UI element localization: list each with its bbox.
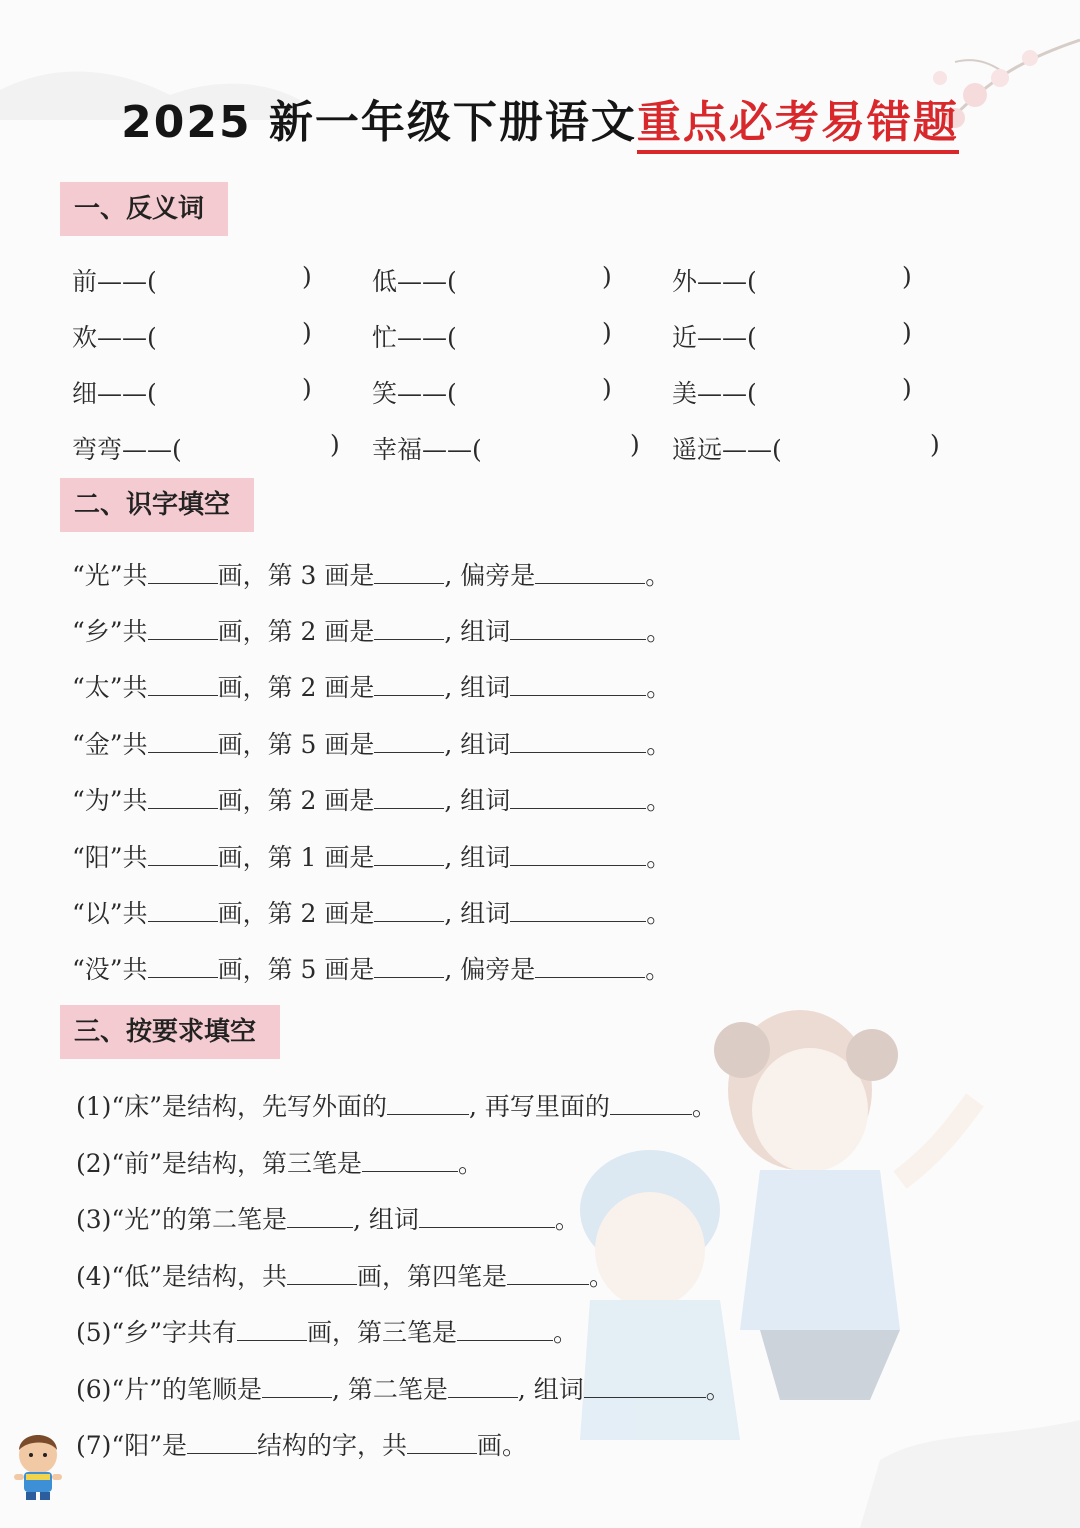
answer-blank[interactable] bbox=[387, 1092, 469, 1115]
boy-mascot-icon bbox=[14, 1435, 62, 1500]
answer-blank[interactable] bbox=[148, 955, 218, 978]
char-fill-line bbox=[72, 612, 671, 648]
question-text: , 组词 bbox=[517, 1375, 584, 1404]
answer-blank[interactable] bbox=[287, 1205, 353, 1228]
antonym-word: 近 bbox=[672, 323, 698, 352]
question-text: (1)“床”是结构，先写外面的 bbox=[76, 1092, 387, 1121]
question-line-6 bbox=[76, 1370, 731, 1406]
line-text: , 组词 bbox=[444, 843, 511, 872]
question-text: 结构的字，共 bbox=[256, 1431, 407, 1460]
char-prompt: “太”共 bbox=[72, 673, 148, 702]
antonym-dash: ——( bbox=[697, 379, 757, 408]
char-prompt: “光”共 bbox=[72, 561, 148, 590]
antonym-item bbox=[672, 262, 912, 298]
answer-blank[interactable] bbox=[374, 561, 444, 584]
antonym-dash: ——( bbox=[97, 267, 157, 296]
char-fill-line bbox=[72, 668, 671, 704]
antonym-blank-close[interactable]: ) bbox=[330, 430, 340, 459]
answer-blank[interactable] bbox=[448, 1375, 518, 1398]
line-end: 。 bbox=[646, 730, 672, 759]
question-end: 画。 bbox=[477, 1431, 528, 1460]
char-fill-line bbox=[72, 781, 671, 817]
question-line-2 bbox=[76, 1144, 483, 1180]
antonym-dash: ——( bbox=[697, 323, 757, 352]
line-end: 。 bbox=[646, 617, 672, 646]
antonym-item bbox=[72, 374, 312, 410]
line-text: , 组词 bbox=[444, 899, 511, 928]
antonym-blank-close[interactable]: ) bbox=[630, 430, 640, 459]
char-fill-line bbox=[72, 556, 670, 592]
line-text: 画，第 2 画是 bbox=[217, 673, 375, 702]
char-fill-line bbox=[72, 894, 671, 930]
answer-blank[interactable] bbox=[535, 561, 645, 584]
question-end: 。 bbox=[553, 1318, 579, 1347]
antonym-row bbox=[72, 318, 972, 358]
answer-blank[interactable] bbox=[584, 1375, 706, 1398]
answer-blank[interactable] bbox=[457, 1318, 553, 1341]
answer-blank[interactable] bbox=[148, 786, 218, 809]
question-end: 。 bbox=[589, 1262, 615, 1291]
antonym-dash: ——( bbox=[397, 323, 457, 352]
question-line-1 bbox=[76, 1087, 717, 1123]
answer-blank[interactable] bbox=[148, 673, 218, 696]
answer-blank[interactable] bbox=[374, 843, 444, 866]
antonym-word: 忙 bbox=[372, 323, 398, 352]
char-fill-line bbox=[72, 838, 671, 874]
antonym-word: 幸福 bbox=[372, 435, 423, 464]
answer-blank[interactable] bbox=[287, 1262, 357, 1285]
question-text: , 第二笔是 bbox=[331, 1375, 448, 1404]
antonym-dash: ——( bbox=[397, 267, 457, 296]
line-end: 。 bbox=[646, 843, 672, 872]
antonym-blank-close[interactable]: ) bbox=[902, 374, 912, 403]
char-prompt: “乡”共 bbox=[72, 617, 148, 646]
line-end: 。 bbox=[645, 955, 671, 984]
char-prompt: “没”共 bbox=[72, 955, 148, 984]
question-text: (6)“片”的笔顺是 bbox=[76, 1375, 262, 1404]
answer-blank[interactable] bbox=[510, 617, 646, 640]
answer-blank[interactable] bbox=[148, 617, 218, 640]
question-text: , 再写里面的 bbox=[468, 1092, 610, 1121]
answer-blank[interactable] bbox=[510, 730, 646, 753]
antonym-word: 外 bbox=[672, 267, 698, 296]
antonym-item bbox=[372, 318, 612, 354]
question-line-3 bbox=[76, 1200, 580, 1236]
answer-blank[interactable] bbox=[374, 786, 444, 809]
antonym-dash: ——( bbox=[97, 379, 157, 408]
antonym-item bbox=[372, 262, 612, 298]
antonym-blank-close[interactable]: ) bbox=[902, 262, 912, 291]
antonym-word: 弯弯 bbox=[72, 435, 123, 464]
antonym-row bbox=[72, 374, 972, 414]
antonym-item bbox=[672, 374, 912, 410]
line-end: 。 bbox=[645, 561, 671, 590]
line-text: 画，第 2 画是 bbox=[217, 617, 375, 646]
title-highlight: 重点必考易错题 bbox=[637, 97, 959, 154]
antonym-blank-close[interactable]: ) bbox=[302, 374, 312, 403]
antonym-dash: ——( bbox=[122, 435, 182, 464]
antonym-row bbox=[72, 262, 972, 302]
antonym-item bbox=[672, 430, 940, 466]
answer-blank[interactable] bbox=[510, 843, 646, 866]
answer-blank[interactable] bbox=[610, 1092, 692, 1115]
section-heading-requirements: 三、按要求填空 bbox=[60, 1005, 280, 1059]
question-text: (2)“前”是结构，第三笔是 bbox=[76, 1149, 362, 1178]
line-text: 画，第 3 画是 bbox=[217, 561, 375, 590]
antonym-item bbox=[72, 430, 340, 466]
question-text: , 组词 bbox=[352, 1205, 419, 1234]
question-end: 。 bbox=[691, 1092, 717, 1121]
antonym-word: 欢 bbox=[72, 323, 98, 352]
line-text: 画，第 2 画是 bbox=[217, 786, 375, 815]
question-end: 。 bbox=[705, 1375, 731, 1404]
question-end: 。 bbox=[554, 1205, 580, 1234]
antonym-dash: ——( bbox=[422, 435, 482, 464]
question-text: (3)“光”的第二笔是 bbox=[76, 1205, 287, 1234]
answer-blank[interactable] bbox=[148, 843, 218, 866]
line-text: 画，第 1 画是 bbox=[217, 843, 375, 872]
answer-blank[interactable] bbox=[510, 786, 646, 809]
question-text: 画，第三笔是 bbox=[306, 1318, 457, 1347]
answer-blank[interactable] bbox=[237, 1318, 307, 1341]
answer-blank[interactable] bbox=[510, 899, 646, 922]
question-text: (4)“低”是结构，共 bbox=[76, 1262, 287, 1291]
antonym-word: 前 bbox=[72, 267, 98, 296]
antonym-word: 笑 bbox=[372, 379, 398, 408]
answer-blank[interactable] bbox=[262, 1375, 332, 1398]
question-line-7 bbox=[76, 1426, 527, 1462]
answer-blank[interactable] bbox=[374, 955, 444, 978]
antonym-dash: ——( bbox=[97, 323, 157, 352]
antonym-item bbox=[72, 318, 312, 354]
char-fill-line bbox=[72, 950, 670, 986]
answer-blank[interactable] bbox=[535, 955, 645, 978]
antonym-dash: ——( bbox=[697, 267, 757, 296]
antonym-blank-close[interactable]: ) bbox=[302, 262, 312, 291]
char-prompt: “为”共 bbox=[72, 786, 148, 815]
antonym-blank-close[interactable]: ) bbox=[902, 318, 912, 347]
question-text: 画，第四笔是 bbox=[356, 1262, 507, 1291]
line-text: , 组词 bbox=[444, 673, 511, 702]
antonym-word: 遥远 bbox=[672, 435, 723, 464]
antonym-item bbox=[372, 374, 612, 410]
char-prompt: “阳”共 bbox=[72, 843, 148, 872]
answer-blank[interactable] bbox=[148, 561, 218, 584]
line-text: , 偏旁是 bbox=[444, 561, 536, 590]
line-end: 。 bbox=[646, 673, 672, 702]
antonym-word: 低 bbox=[372, 267, 398, 296]
answer-blank[interactable] bbox=[374, 899, 444, 922]
bottom-mountain-decoration bbox=[860, 1420, 1080, 1528]
antonym-blank-close[interactable]: ) bbox=[602, 318, 612, 347]
antonym-blank-close[interactable]: ) bbox=[602, 374, 612, 403]
answer-blank[interactable] bbox=[148, 899, 218, 922]
title-main: 2025 新一年级下册语文 bbox=[121, 97, 637, 148]
answer-blank[interactable] bbox=[374, 673, 444, 696]
answer-blank[interactable] bbox=[507, 1262, 589, 1285]
section-heading-antonyms: 一、反义词 bbox=[60, 182, 228, 236]
antonym-item bbox=[372, 430, 640, 466]
antonym-item bbox=[72, 262, 312, 298]
answer-blank[interactable] bbox=[407, 1431, 477, 1454]
antonym-blank-close[interactable]: ) bbox=[602, 262, 612, 291]
char-fill-line bbox=[72, 725, 671, 761]
line-text: 画，第 2 画是 bbox=[217, 899, 375, 928]
question-end: 。 bbox=[457, 1149, 483, 1178]
line-end: 。 bbox=[646, 786, 672, 815]
line-text: 画，第 5 画是 bbox=[217, 730, 375, 759]
question-text: (5)“乡”字共有 bbox=[76, 1318, 237, 1347]
line-end: 。 bbox=[646, 899, 672, 928]
line-text: , 组词 bbox=[444, 786, 511, 815]
antonym-dash: ——( bbox=[722, 435, 782, 464]
line-text: 画，第 5 画是 bbox=[217, 955, 375, 984]
question-line-5 bbox=[76, 1313, 578, 1349]
antonym-blank-close[interactable]: ) bbox=[302, 318, 312, 347]
question-line-4 bbox=[76, 1257, 614, 1293]
page-title bbox=[0, 86, 1080, 150]
line-text: , 组词 bbox=[444, 730, 511, 759]
antonym-word: 美 bbox=[672, 379, 698, 408]
antonym-item bbox=[672, 318, 912, 354]
question-text: (7)“阳”是 bbox=[76, 1431, 187, 1460]
answer-blank[interactable] bbox=[510, 673, 646, 696]
section-heading-character-fill: 二、识字填空 bbox=[60, 478, 254, 532]
char-prompt: “金”共 bbox=[72, 730, 148, 759]
char-prompt: “以”共 bbox=[72, 899, 148, 928]
answer-blank[interactable] bbox=[419, 1205, 555, 1228]
antonym-dash: ——( bbox=[397, 379, 457, 408]
line-text: , 组词 bbox=[444, 617, 511, 646]
line-text: , 偏旁是 bbox=[444, 955, 536, 984]
answer-blank[interactable] bbox=[187, 1431, 257, 1454]
antonym-word: 细 bbox=[72, 379, 98, 408]
answer-blank[interactable] bbox=[148, 730, 218, 753]
antonym-blank-close[interactable]: ) bbox=[930, 430, 940, 459]
answer-blank[interactable] bbox=[374, 617, 444, 640]
antonym-row bbox=[72, 430, 972, 470]
answer-blank[interactable] bbox=[362, 1149, 458, 1172]
answer-blank[interactable] bbox=[374, 730, 444, 753]
